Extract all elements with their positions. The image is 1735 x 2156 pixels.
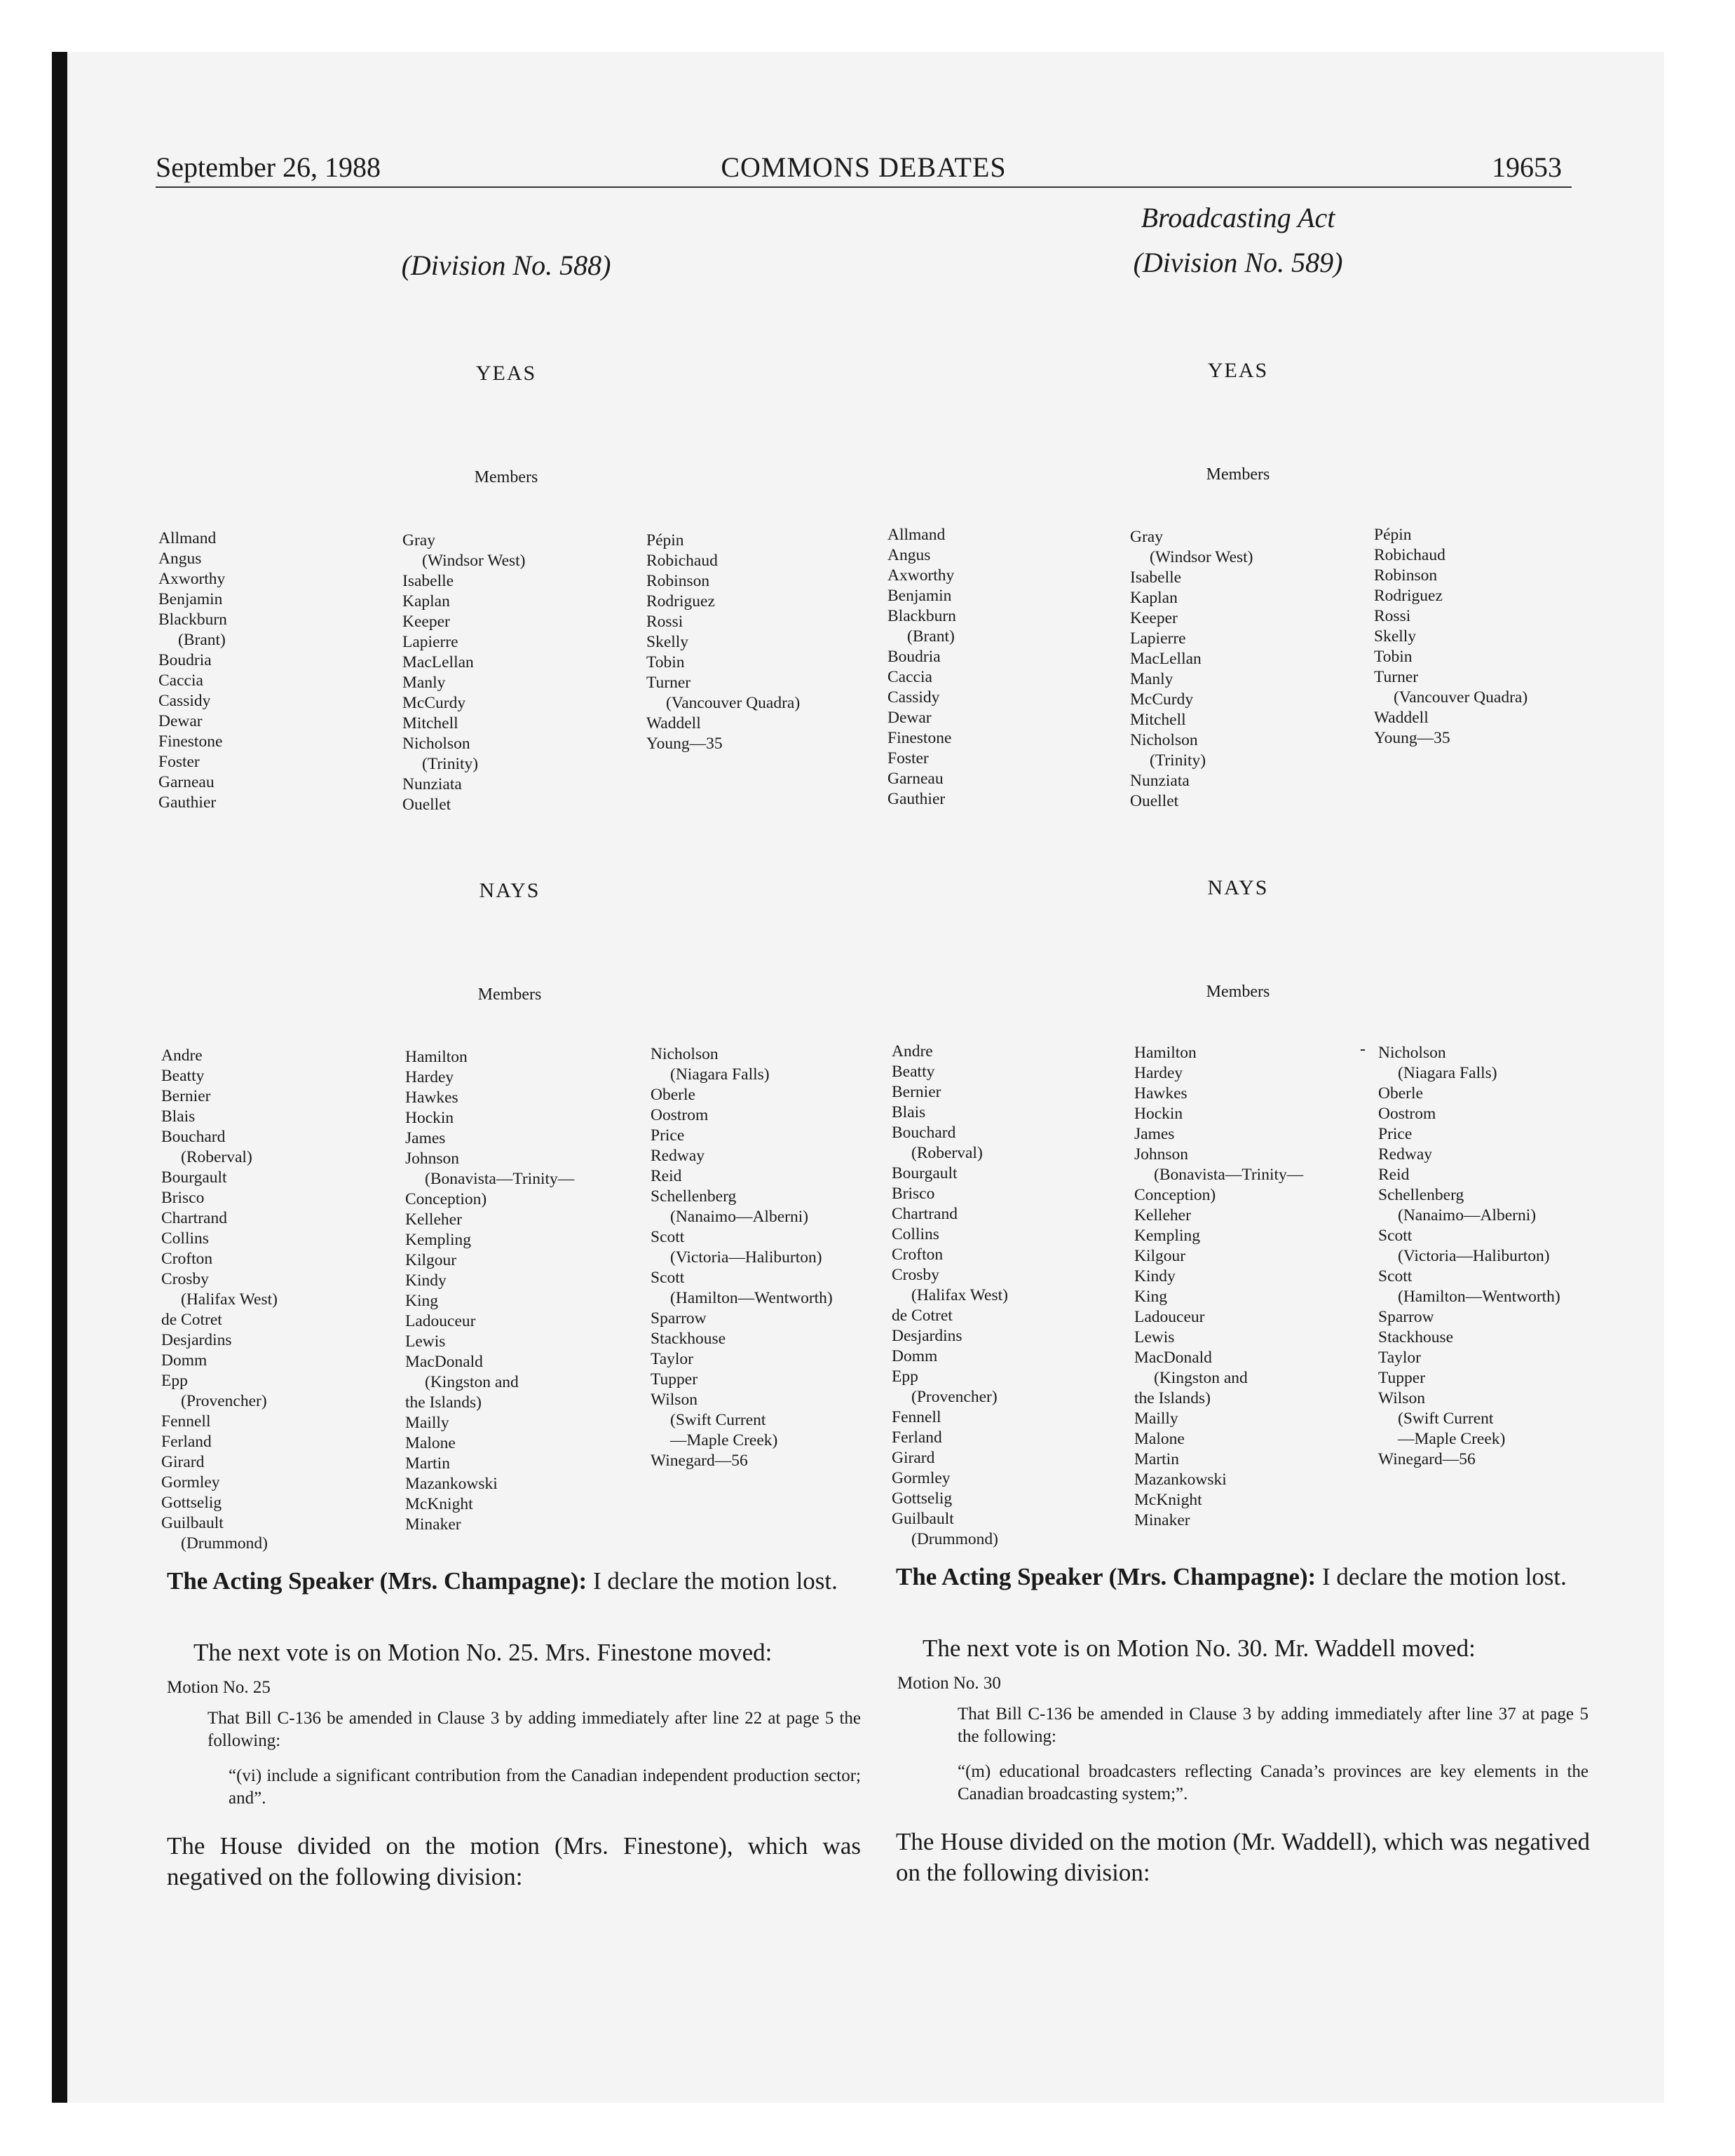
member-name: Axworthy [887, 566, 955, 585]
member-name: Lewis [1134, 1328, 1175, 1346]
member-name: Sparrow [1378, 1308, 1434, 1326]
member-name: Ferland [892, 1428, 942, 1447]
speaker-statement-left [167, 1566, 861, 1597]
member-name: Kelleher [405, 1210, 462, 1229]
member-name: King [405, 1292, 438, 1310]
member-name: Chartrand [892, 1205, 958, 1223]
member-name: Domm [161, 1351, 207, 1370]
member-name: Young—35 [646, 735, 723, 753]
member-name: Garneau [158, 773, 215, 791]
member-name: Kempling [405, 1231, 471, 1249]
motion-number-left: Motion No. 25 [167, 1678, 271, 1697]
member-name: Benjamin [158, 590, 223, 608]
member-name: Angus [887, 546, 931, 564]
next-vote-left: The next vote is on Motion No. 25. Mrs. Finestone moved: [193, 1639, 773, 1666]
house-divided-left: The House divided on the motion (Mrs. Finestone), which was negatived on the following division: [167, 1832, 861, 1890]
member-name: Brisco [892, 1185, 935, 1203]
member-name: Gottselig [892, 1489, 953, 1508]
member-name: Hawkes [405, 1089, 458, 1107]
member-name: Scott [651, 1269, 685, 1287]
member-name: Malone [405, 1434, 456, 1452]
member-name: Finestone [158, 732, 223, 751]
member-name: Stackhouse [651, 1330, 726, 1348]
member-name: (Halifax West) [181, 1290, 278, 1309]
member-name: Blackburn [887, 607, 956, 625]
member-name: Mazankowski [405, 1475, 498, 1493]
member-name: Kilgour [1134, 1247, 1186, 1265]
yeas-list-left-col1 [158, 528, 227, 813]
member-name: Johnson [405, 1149, 460, 1168]
page-header [156, 150, 1572, 188]
member-name: Kempling [1134, 1227, 1200, 1245]
yeas-list-right-col1 [887, 525, 956, 810]
member-name: Manly [1130, 670, 1173, 688]
speaker-name: The Acting Speaker (Mrs. Champagne): [896, 1563, 1316, 1590]
member-name: Andre [161, 1046, 203, 1065]
member-name: Isabelle [1130, 568, 1182, 587]
member-name: Andre [892, 1042, 933, 1060]
member-name: (Trinity) [1150, 751, 1206, 770]
member-name: Malone [1134, 1430, 1185, 1448]
member-name: Hawkes [1134, 1084, 1188, 1103]
member-name: Dewar [158, 712, 203, 730]
member-name: Mazankowski [1134, 1471, 1227, 1489]
member-name: Tupper [1378, 1369, 1426, 1387]
next-vote-right: The next vote is on Motion No. 30. Mr. Waddell moved: [923, 1635, 1476, 1662]
member-name: de Cotret [892, 1306, 953, 1325]
member-name: Benjamin [887, 587, 952, 605]
member-name: de Cotret [161, 1311, 222, 1329]
member-name: Epp [892, 1367, 918, 1386]
member-name: Nicholson [1130, 731, 1198, 749]
member-name: Bouchard [161, 1128, 226, 1146]
member-name: Bourgault [161, 1168, 227, 1187]
nays-members-label-left: Members [477, 985, 542, 1004]
motion-text-left: That Bill C-136 be amended in Clause 3 by adding immediately after line 22 at page 5 the following: [207, 1709, 861, 1750]
member-name: Crosby [161, 1270, 209, 1288]
nays-list-left-col2 [405, 1047, 574, 1535]
member-name: Rodriguez [646, 592, 715, 610]
member-name: Allmand [158, 529, 217, 547]
member-name: Boudria [158, 651, 212, 669]
member-name: (Halifax West) [911, 1286, 1008, 1304]
member-name: —Maple Creek) [1398, 1430, 1506, 1448]
member-name: Wilson [1378, 1389, 1425, 1407]
member-name: Fennell [161, 1412, 211, 1431]
member-name: Rodriguez [1374, 587, 1443, 605]
yeas-list-left-col3 [646, 531, 800, 754]
member-name: Reid [651, 1167, 682, 1185]
member-name: McKnight [1134, 1491, 1202, 1509]
member-name: Kaplan [1130, 589, 1178, 607]
member-name: Ladouceur [405, 1312, 476, 1330]
member-name: Schellenberg [1378, 1186, 1464, 1204]
member-name: Gauthier [887, 790, 946, 808]
member-name: (Drummond) [181, 1534, 268, 1553]
member-name: Hardey [405, 1068, 454, 1086]
nays-list-right-col1 [892, 1042, 1008, 1550]
member-name: Schellenberg [651, 1187, 737, 1206]
member-name: Ouellet [402, 796, 451, 814]
member-name: Conception) [405, 1190, 487, 1208]
member-name: Hockin [1134, 1105, 1183, 1123]
speaker-statement-right [896, 1562, 1590, 1592]
member-name: Foster [887, 749, 929, 767]
member-name: Epp [161, 1372, 188, 1390]
member-name: (Nanaimo—Alberni) [1398, 1206, 1537, 1224]
member-name: MacDonald [405, 1353, 483, 1371]
member-name: Tupper [651, 1370, 698, 1389]
scan-edge [52, 52, 67, 2103]
header-date: September 26, 1988 [156, 151, 381, 183]
member-name: Oberle [651, 1086, 695, 1104]
nays-heading-left: NAYS [479, 879, 540, 902]
member-name: (Kingston and [1154, 1369, 1248, 1387]
member-name: Taylor [1378, 1349, 1421, 1367]
member-name: Fennell [892, 1408, 941, 1426]
member-name: Angus [158, 550, 202, 568]
member-name: Robichaud [1374, 546, 1445, 564]
member-name: (Nanaimo—Alberni) [670, 1208, 809, 1226]
member-name: Gormley [161, 1473, 220, 1492]
member-name: Hockin [405, 1109, 454, 1127]
member-name: Tobin [1374, 648, 1413, 666]
member-name: McCurdy [1130, 690, 1194, 709]
member-name: —Maple Creek) [670, 1431, 778, 1449]
member-name: Robinson [1374, 566, 1438, 585]
member-name: Guilbault [161, 1514, 224, 1532]
yeas-heading-right: YEAS [1207, 359, 1269, 382]
member-name: Nicholson [402, 735, 470, 753]
member-name: (Roberval) [181, 1148, 252, 1166]
member-name: Isabelle [402, 572, 454, 590]
member-name: Boudria [887, 648, 941, 666]
member-name: Blais [892, 1103, 926, 1121]
member-name: (Windsor West) [422, 552, 526, 570]
member-name: Guilbault [892, 1510, 954, 1528]
member-name: Winegard—56 [651, 1452, 748, 1470]
member-name: Taylor [651, 1350, 693, 1368]
member-name: (Hamilton—Wentworth) [670, 1289, 833, 1307]
member-name: the Islands) [405, 1393, 482, 1412]
member-name: (Roberval) [911, 1144, 983, 1162]
member-name: Hardey [1134, 1064, 1183, 1082]
section-title-broadcasting-act: Broadcasting Act [1141, 202, 1335, 233]
member-name: (Niagara Falls) [1398, 1064, 1497, 1082]
member-name: Redway [651, 1147, 705, 1165]
nays-list-left-col3 [651, 1044, 833, 1471]
member-name: (Kingston and [425, 1373, 519, 1391]
member-name: Nunziata [402, 775, 462, 793]
member-name: (Bonavista—Trinity— [1154, 1166, 1304, 1184]
member-name: Scott [651, 1228, 685, 1246]
member-name: (Vancouver Quadra) [666, 694, 801, 712]
member-name: McKnight [405, 1495, 473, 1513]
member-name: Nicholson [1378, 1044, 1446, 1062]
member-name: Young—35 [1374, 729, 1450, 747]
yeas-list-right-col2 [1130, 527, 1253, 812]
member-name: (Trinity) [422, 755, 479, 773]
member-name: Price [651, 1126, 685, 1145]
member-name: Nunziata [1130, 772, 1190, 790]
member-name: Crofton [161, 1250, 213, 1268]
member-name: Kelleher [1134, 1206, 1191, 1224]
nays-list-right-col3 [1378, 1043, 1560, 1470]
member-name: Domm [892, 1347, 938, 1365]
member-name: King [1134, 1288, 1167, 1306]
nays-list-right-col2 [1134, 1043, 1303, 1531]
member-name: Kindy [1134, 1267, 1176, 1285]
member-name: (Brant) [907, 627, 955, 646]
member-name: (Swift Current [670, 1411, 766, 1429]
member-name: (Brant) [178, 631, 226, 649]
member-name: Lapierre [402, 633, 458, 651]
header-title: COMMONS DEBATES [721, 151, 1007, 183]
member-name: McCurdy [402, 694, 466, 712]
member-name: Desjardins [892, 1327, 962, 1345]
member-name: Cassidy [887, 688, 940, 707]
member-name: Tobin [646, 653, 685, 671]
member-name: Skelly [646, 633, 689, 651]
member-name: Oostrom [1378, 1105, 1436, 1123]
member-name: Kaplan [402, 592, 450, 610]
member-name: Turner [646, 674, 691, 692]
division-588-title: (Division No. 588) [401, 250, 611, 281]
member-name: MacDonald [1134, 1349, 1212, 1367]
member-name: Waddell [1374, 709, 1429, 727]
nays-list-left-col1 [161, 1046, 278, 1554]
member-name: Mailly [405, 1414, 449, 1432]
member-name: James [405, 1129, 446, 1147]
motion-quote-left: “(vi) include a significant contribution from the Canadian independent production sector; and”. [229, 1766, 861, 1808]
division-589-title: (Division No. 589) [1133, 247, 1343, 278]
member-name: (Victoria—Haliburton) [670, 1248, 822, 1267]
member-name: Pépin [1374, 526, 1412, 544]
member-name: Finestone [887, 729, 952, 747]
member-name: Crofton [892, 1246, 944, 1264]
member-name: Kindy [405, 1271, 447, 1290]
member-name: Dewar [887, 709, 932, 727]
speaker-text: I declare the motion lost. [587, 1567, 838, 1595]
member-name: Redway [1378, 1145, 1433, 1164]
member-name: Martin [1134, 1450, 1179, 1468]
member-name: Rossi [646, 613, 683, 631]
member-name: Manly [402, 674, 446, 692]
member-name: (Swift Current [1398, 1410, 1494, 1428]
margin-mark: - [1360, 1040, 1366, 1058]
member-name: Price [1378, 1125, 1413, 1143]
member-name: Pépin [646, 531, 684, 550]
member-name: (Niagara Falls) [670, 1065, 770, 1084]
member-name: Gottselig [161, 1494, 222, 1512]
member-name: MacLellan [402, 653, 474, 671]
member-name: Girard [161, 1453, 205, 1471]
member-name: Mitchell [1130, 711, 1186, 729]
member-name: Collins [892, 1225, 939, 1243]
member-name: Caccia [887, 668, 932, 686]
member-name: Collins [161, 1229, 209, 1248]
member-name: MacLellan [1130, 650, 1202, 668]
house-divided-right: The House divided on the motion (Mr. Waddell), which was negatived on the following division: [896, 1828, 1590, 1886]
member-name: Bernier [892, 1083, 941, 1101]
yeas-heading-left: YEAS [475, 362, 537, 385]
member-name: (Bonavista—Trinity— [425, 1170, 575, 1188]
member-name: (Provencher) [911, 1388, 998, 1406]
member-name: Caccia [158, 671, 203, 690]
member-name: Robichaud [646, 552, 718, 570]
member-name: Stackhouse [1378, 1328, 1454, 1346]
member-name: Mitchell [402, 714, 458, 732]
member-name: Minaker [405, 1515, 461, 1534]
member-name: (Provencher) [181, 1392, 267, 1410]
member-name: Waddell [646, 714, 701, 732]
member-name: (Victoria—Haliburton) [1398, 1247, 1550, 1265]
member-name: (Hamilton—Wentworth) [1398, 1288, 1560, 1306]
motion-number-right: Motion No. 30 [897, 1674, 1001, 1693]
member-name: James [1134, 1125, 1175, 1143]
member-name: the Islands) [1134, 1389, 1211, 1407]
member-name: Skelly [1374, 627, 1417, 646]
nays-heading-right: NAYS [1207, 876, 1269, 899]
yeas-members-label-left: Members [474, 468, 538, 486]
member-name: (Windsor West) [1150, 548, 1253, 566]
member-name: Beatty [161, 1067, 205, 1085]
member-name: Mailly [1134, 1410, 1178, 1428]
speaker-name: The Acting Speaker (Mrs. Champagne): [167, 1567, 587, 1595]
member-name: Keeper [402, 613, 450, 631]
yeas-list-right-col3 [1374, 525, 1528, 749]
yeas-list-left-col2 [402, 531, 526, 815]
member-name: Desjardins [161, 1331, 232, 1349]
member-name: Scott [1378, 1267, 1413, 1285]
member-name: (Drummond) [911, 1530, 999, 1548]
member-name: Oostrom [651, 1106, 709, 1124]
member-name: Hamilton [405, 1048, 468, 1066]
member-name: Garneau [887, 770, 944, 788]
member-name: Ferland [161, 1433, 212, 1451]
member-name: Minaker [1134, 1511, 1190, 1529]
member-name: Gauthier [158, 793, 217, 812]
motion-text-right: That Bill C-136 be amended in Clause 3 by adding immediately after line 37 at page 5 the following: [958, 1705, 1588, 1746]
header-page-number: 19653 [1492, 151, 1562, 183]
member-name: Axworthy [158, 570, 226, 588]
member-name: Conception) [1134, 1186, 1216, 1204]
member-name: Beatty [892, 1063, 935, 1081]
member-name: Oberle [1378, 1084, 1423, 1103]
member-name: Wilson [651, 1391, 698, 1409]
member-name: Blais [161, 1107, 196, 1126]
member-name: Lewis [405, 1332, 446, 1351]
member-name: Cassidy [158, 692, 211, 710]
member-name: Scott [1378, 1227, 1413, 1245]
member-name: Ouellet [1130, 792, 1179, 810]
motion-quote-right: “(m) educational broadcasters reflecting Canada’s provinces are key elements in the Canadian broadcasting system;”. [958, 1762, 1588, 1803]
member-name: Bernier [161, 1087, 211, 1105]
nays-members-label-right: Members [1206, 983, 1270, 1001]
member-name: Kilgour [405, 1251, 457, 1269]
member-name: Lapierre [1130, 629, 1186, 648]
member-name: Rossi [1374, 607, 1411, 625]
member-name: Johnson [1134, 1145, 1189, 1164]
member-name: Reid [1378, 1166, 1410, 1184]
member-name: Crosby [892, 1266, 939, 1284]
member-name: Gray [1130, 528, 1163, 546]
member-name: Winegard—56 [1378, 1450, 1476, 1468]
member-name: Brisco [161, 1189, 205, 1207]
member-name: Turner [1374, 668, 1419, 686]
member-name: Sparrow [651, 1309, 707, 1328]
member-name: Nicholson [651, 1045, 719, 1063]
member-name: Girard [892, 1449, 935, 1467]
member-name: Blackburn [158, 610, 227, 629]
member-name: Chartrand [161, 1209, 227, 1227]
member-name: Foster [158, 753, 200, 771]
member-name: Bouchard [892, 1124, 956, 1142]
speaker-text: I declare the motion lost. [1316, 1563, 1567, 1590]
member-name: Bourgault [892, 1164, 958, 1182]
member-name: Gormley [892, 1469, 951, 1487]
member-name: Keeper [1130, 609, 1178, 627]
yeas-members-label-right: Members [1206, 465, 1270, 484]
member-name: Robinson [646, 572, 710, 590]
member-name: Martin [405, 1454, 450, 1473]
member-name: Ladouceur [1134, 1308, 1205, 1326]
member-name: Gray [402, 531, 435, 550]
member-name: Hamilton [1134, 1044, 1197, 1062]
member-name: Allmand [887, 526, 946, 544]
member-name: (Vancouver Quadra) [1394, 688, 1528, 707]
